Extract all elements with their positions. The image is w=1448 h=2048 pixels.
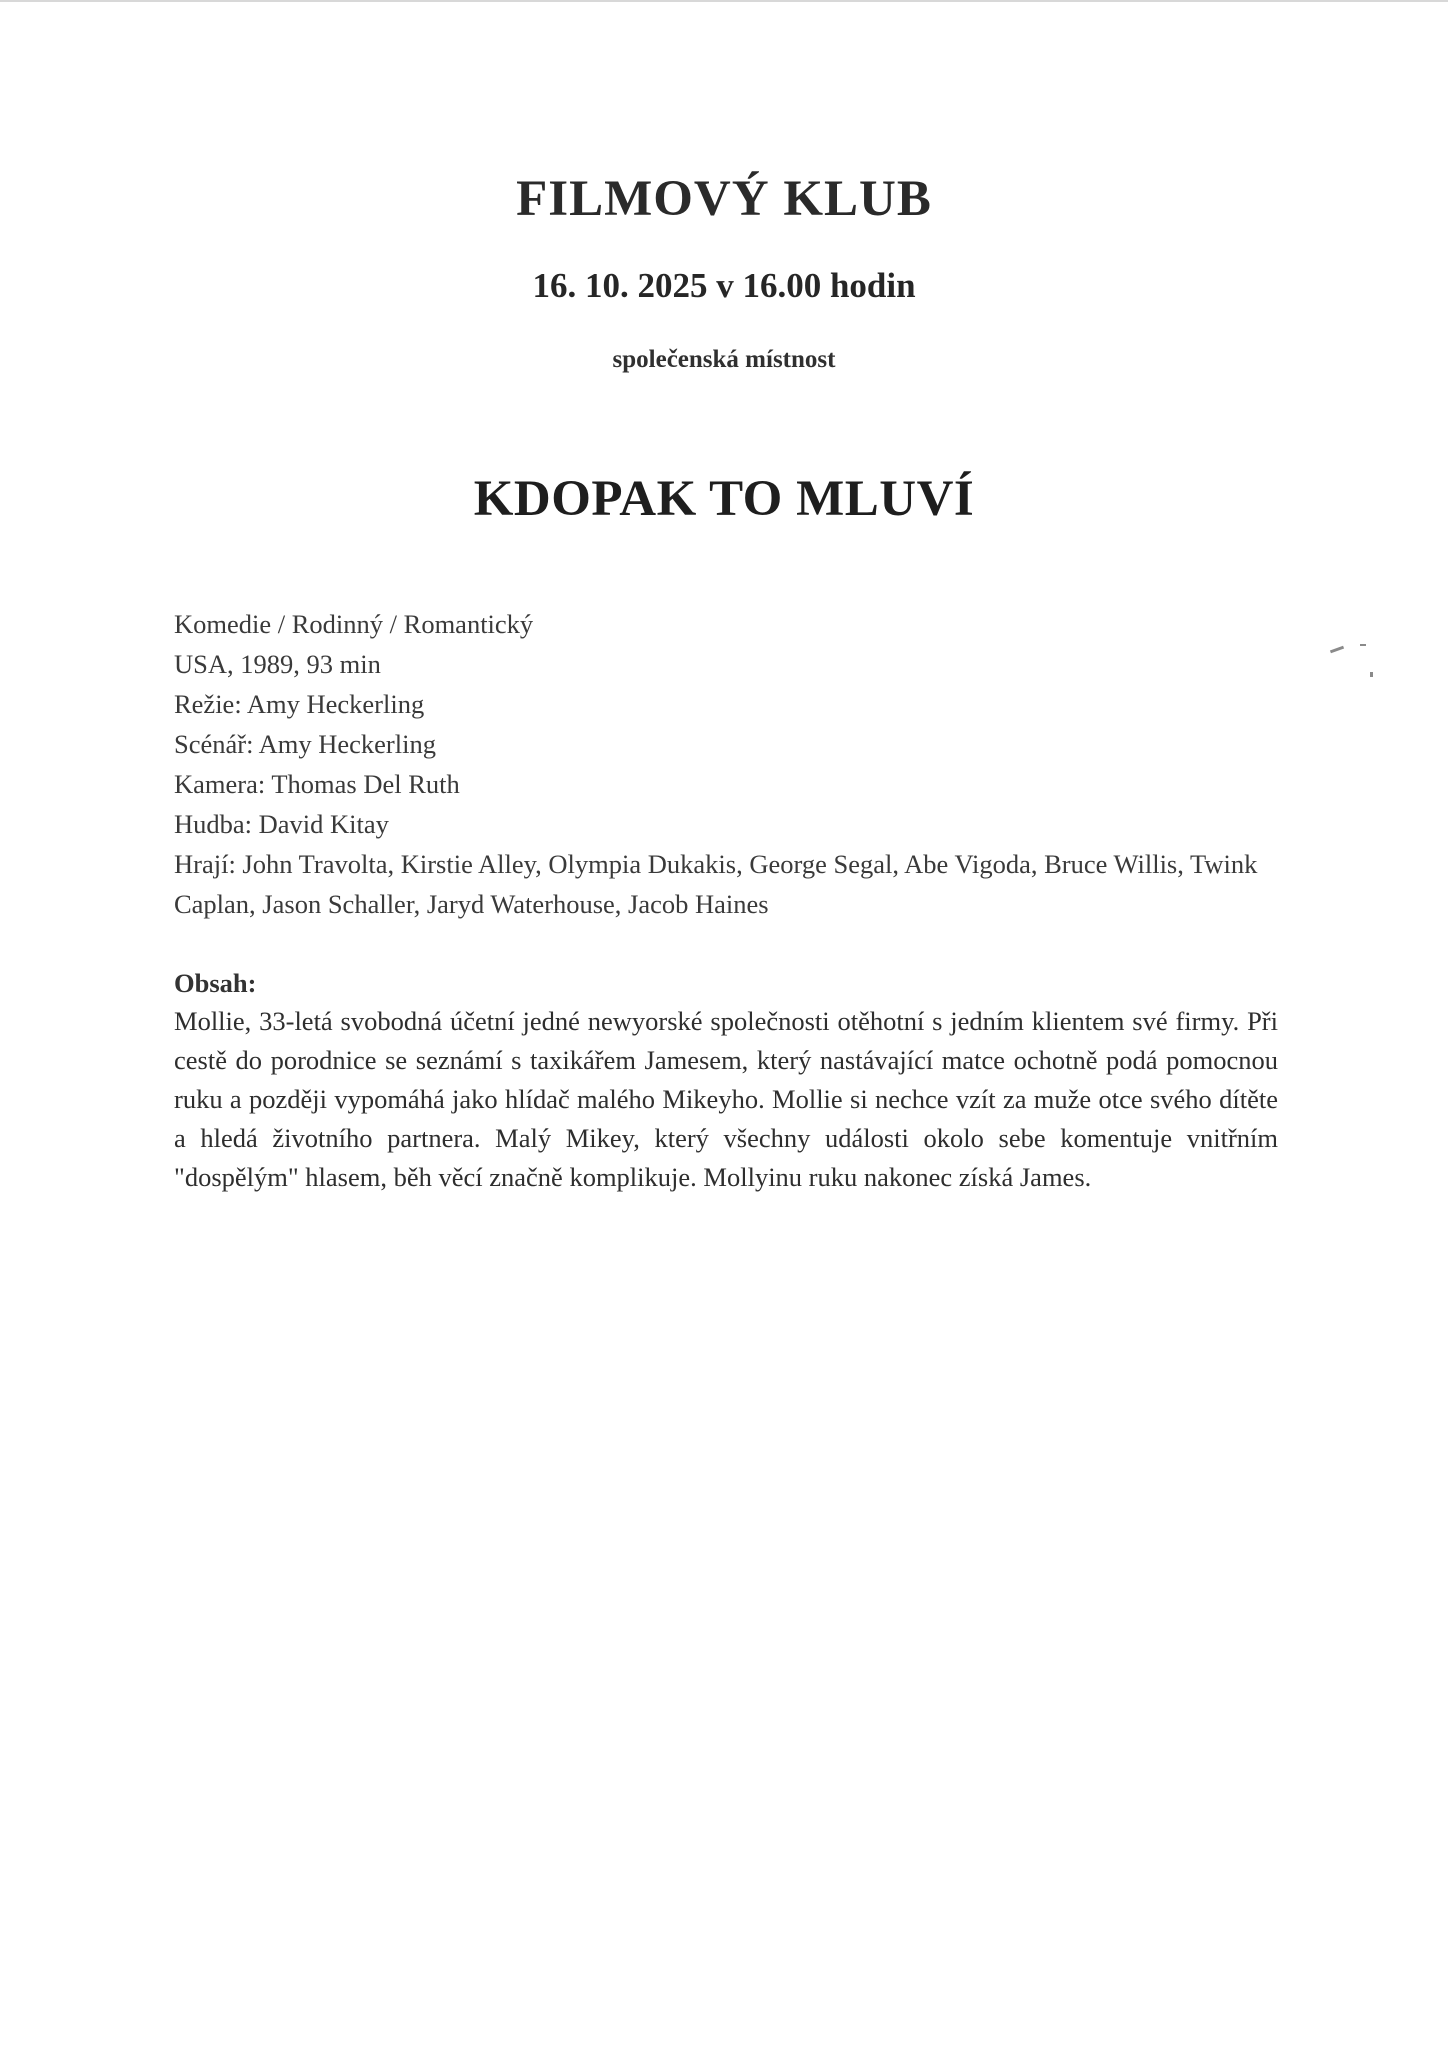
film-origin: USA, 1989, 93 min (174, 649, 381, 679)
screening-date-time: 16. 10. 2025 v 16.00 hodin (532, 266, 916, 305)
film-camera: Kamera: Thomas Del Ruth (174, 769, 460, 799)
film-cast: Hrají: John Travolta, Kirstie Alley, Olympia Dukakis, George Segal, Abe Vigoda, Bruce Willis, Twink Caplan, Jason Schaller, Jaryd Waterhouse, Jacob Haines (174, 849, 1258, 919)
film-director: Režie: Amy Heckerling (174, 689, 425, 719)
film-info (174, 604, 1284, 924)
film-screenplay: Scénář: Amy Heckerling (174, 729, 436, 759)
film-music: Hudba: David Kitay (174, 809, 389, 839)
scan-speck (1360, 644, 1366, 646)
film-genre: Komedie / Rodinný / Romantický (174, 609, 534, 639)
synopsis-heading: Obsah: (174, 968, 257, 998)
screening-venue: společenská místnost (612, 346, 836, 373)
film-title: KDOPAK TO MLUVÍ (473, 471, 975, 527)
scan-speck (1330, 646, 1344, 654)
club-title: FILMOVÝ KLUB (516, 171, 932, 227)
scan-speck (1370, 672, 1373, 677)
scan-edge (0, 0, 1448, 2)
synopsis-text: Mollie, 33-letá svobodná účetní jedné newyorské společnosti otěhotní s jedním klientem své firmy. Při cestě do porodnice se seznámí s taxikářem Jamesem, který nastávající matce ochotně podá pomocnou ruku a později vypomáhá jako hlídač malého Mikeyho. Mollie si nechce vzít za muže otce svého dítěte a hledá životního partnera. Malý Mikey, který všechny události okolo sebe komentuje vnitřním "dospělým" hlasem, běh věcí značně komplikuje. Mollyinu ruku nakonec získá James. (174, 1006, 1278, 1192)
